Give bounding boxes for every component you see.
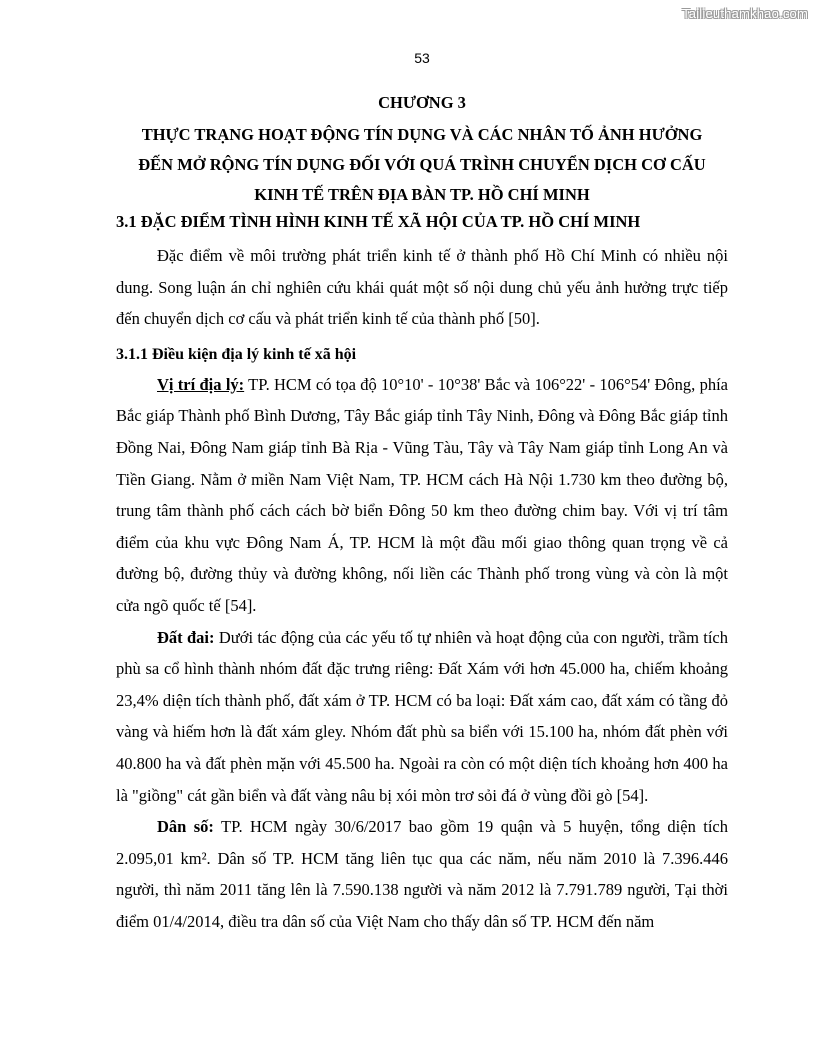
chapter-title-line: KINH TẾ TRÊN ĐỊA BÀN TP. HỒ CHÍ MINH — [254, 185, 590, 204]
paragraph-population — [116, 811, 728, 937]
paragraph-lead: Dân số: — [157, 817, 214, 837]
paragraph-lead: Vị trí địa lý: — [157, 374, 245, 394]
paragraph-location — [116, 369, 728, 622]
page-number: 53 — [414, 50, 430, 66]
chapter-title-line: ĐẾN MỞ RỘNG TÍN DỤNG ĐỐI VỚI QUÁ TRÌNH CHUYỂN DỊCH CƠ CẤU — [138, 155, 706, 174]
watermark: Tailieuthamkhao.com — [682, 6, 808, 21]
chapter-title — [116, 120, 728, 210]
intro-paragraph: Đặc điểm về môi trường phát triển kinh tế ở thành phố Hồ Chí Minh có nhiều nội dung. Song luận án chỉ nghiên cứu khái quát một số nội dung chủ yếu ảnh hưởng trực tiếp đến chuyển dịch cơ cấu và phát triển kinh tế của thành phố [50]. — [116, 246, 728, 329]
subsection-heading: 3.1.1 Điều kiện địa lý kinh tế xã hội — [116, 345, 357, 363]
chapter-title-line: THỰC TRẠNG HOẠT ĐỘNG TÍN DỤNG VÀ CÁC NHÂN TỐ ẢNH HƯỞNG — [141, 125, 703, 144]
paragraph-text: Dưới tác động của các yếu tố tự nhiên và hoạt động của con người, trầm tích phù sa cổ hình thành nhóm đất đặc trưng riêng: Đất Xám với hơn 45.000 ha, chiếm khoảng 23,4% diện tích thành phố, đất xám ở TP. HCM có ba loại: Đất xám cao, đất xám có tầng đỏ vàng và hiếm hơn là đất xám gley. Nhóm đất phù sa biển với 15.100 ha, nhóm đất phèn với 40.800 ha và đất phèn mặn với 45.500 ha. Ngoài ra còn có một diện tích khoảng hơn 400 ha là "giồng" cát gần biển và đất vàng nâu bị xói mòn trơ sỏi đá ở vùng đồi gò [54]. — [116, 627, 728, 805]
paragraph-land — [116, 622, 728, 812]
document-body — [116, 88, 728, 937]
paragraph-text: TP. HCM ngày 30/6/2017 bao gồm 19 quận và 5 huyện, tổng diện tích 2.095,01 km². Dân số TP. HCM tăng liên tục qua các năm, nếu năm 2010 là 7.396.446 người, thì năm 2011 tăng lên là 7.590.138 người và năm 2012 là 7.791.789 người, Tại thời điểm 01/4/2014, điều tra dân số của Việt Nam cho thấy dân số TP. HCM đến năm — [116, 817, 728, 931]
section-heading: 3.1 ĐẶC ĐIỂM TÌNH HÌNH KINH TẾ XÃ HỘI CỦA TP. HỒ CHÍ MINH — [116, 212, 641, 231]
chapter-label: CHƯƠNG 3 — [378, 93, 466, 112]
paragraph-lead: Đất đai: — [157, 627, 215, 647]
paragraph-text: TP. HCM có tọa độ 10°10' - 10°38' Bắc và 106°22' - 106°54' Đông, phía Bắc giáp Thành phố Bình Dương, Tây Bắc giáp tỉnh Tây Ninh, Đông và Đông Bắc giáp tỉnh Đồng Nai, Đông Nam giáp tỉnh Bà Rịa - Vũng Tàu, Tây và Tây Nam giáp tỉnh Long An và Tiền Giang. Nằm ở miền Nam Việt Nam, TP. HCM cách Hà Nội 1.730 km theo đường bộ, trung tâm thành phố cách cách bờ biển Đông 50 km theo đường chim bay. Với vị trí tâm điểm của khu vực Đông Nam Á, TP. HCM là một đầu mối giao thông quan trọng về cả đường bộ, đường thủy và đường không, nối liền các Thành phố trong vùng và còn là một cửa ngõ quốc tế [54]. — [116, 374, 728, 615]
